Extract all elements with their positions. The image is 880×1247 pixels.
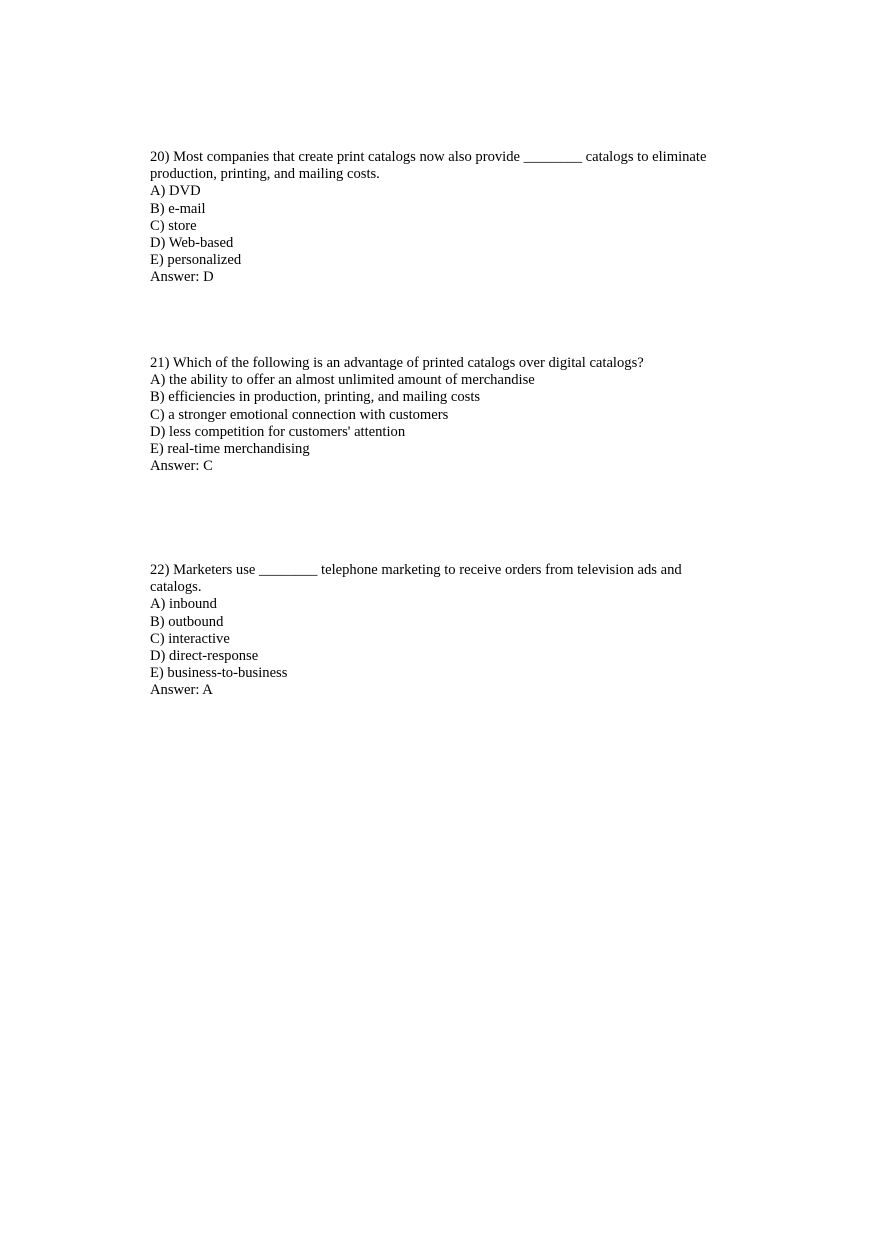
answer-option-a: A) inbound — [150, 596, 217, 613]
answer-key: Answer: C — [150, 458, 213, 475]
answer-option-a: A) the ability to offer an almost unlimited amount of merchandise — [150, 372, 535, 389]
answer-option-b: B) e-mail — [150, 200, 206, 217]
answer-option-e: E) personalized — [150, 252, 242, 269]
question-22 — [150, 562, 750, 700]
answer-option-c: C) store — [150, 217, 197, 234]
question-stem-line: 21) Which of the following is an advantage of printed catalogs over digital catalogs? — [150, 355, 644, 371]
answer-option-d: D) less competition for customers' attention — [150, 423, 406, 440]
question-stem-line: 20) Most companies that create print catalogs now also provide ________ catalogs to eliminate — [150, 149, 707, 165]
answer-option-c: C) a stronger emotional connection with customers — [150, 406, 449, 423]
answer-option-e: E) real-time merchandising — [150, 441, 310, 458]
answer-option-b: B) efficiencies in production, printing, and mailing costs — [150, 389, 481, 406]
answer-option-d: D) Web-based — [150, 235, 234, 252]
answer-option-c: C) interactive — [150, 630, 230, 647]
answer-option-d: D) direct-response — [150, 648, 259, 665]
answer-option-e: E) business-to-business — [150, 665, 288, 682]
answer-key: Answer: A — [150, 682, 213, 699]
question-stem-line: production, printing, and mailing costs. — [150, 166, 380, 183]
question-21 — [150, 355, 750, 475]
question-stem-line: catalogs. — [150, 579, 202, 596]
answer-key: Answer: D — [150, 269, 214, 286]
question-20 — [150, 149, 750, 287]
answer-option-a: A) DVD — [150, 183, 201, 200]
question-stem-line: 22) Marketers use ________ telephone marketing to receive orders from television ads and — [150, 562, 682, 578]
answer-option-b: B) outbound — [150, 613, 224, 630]
